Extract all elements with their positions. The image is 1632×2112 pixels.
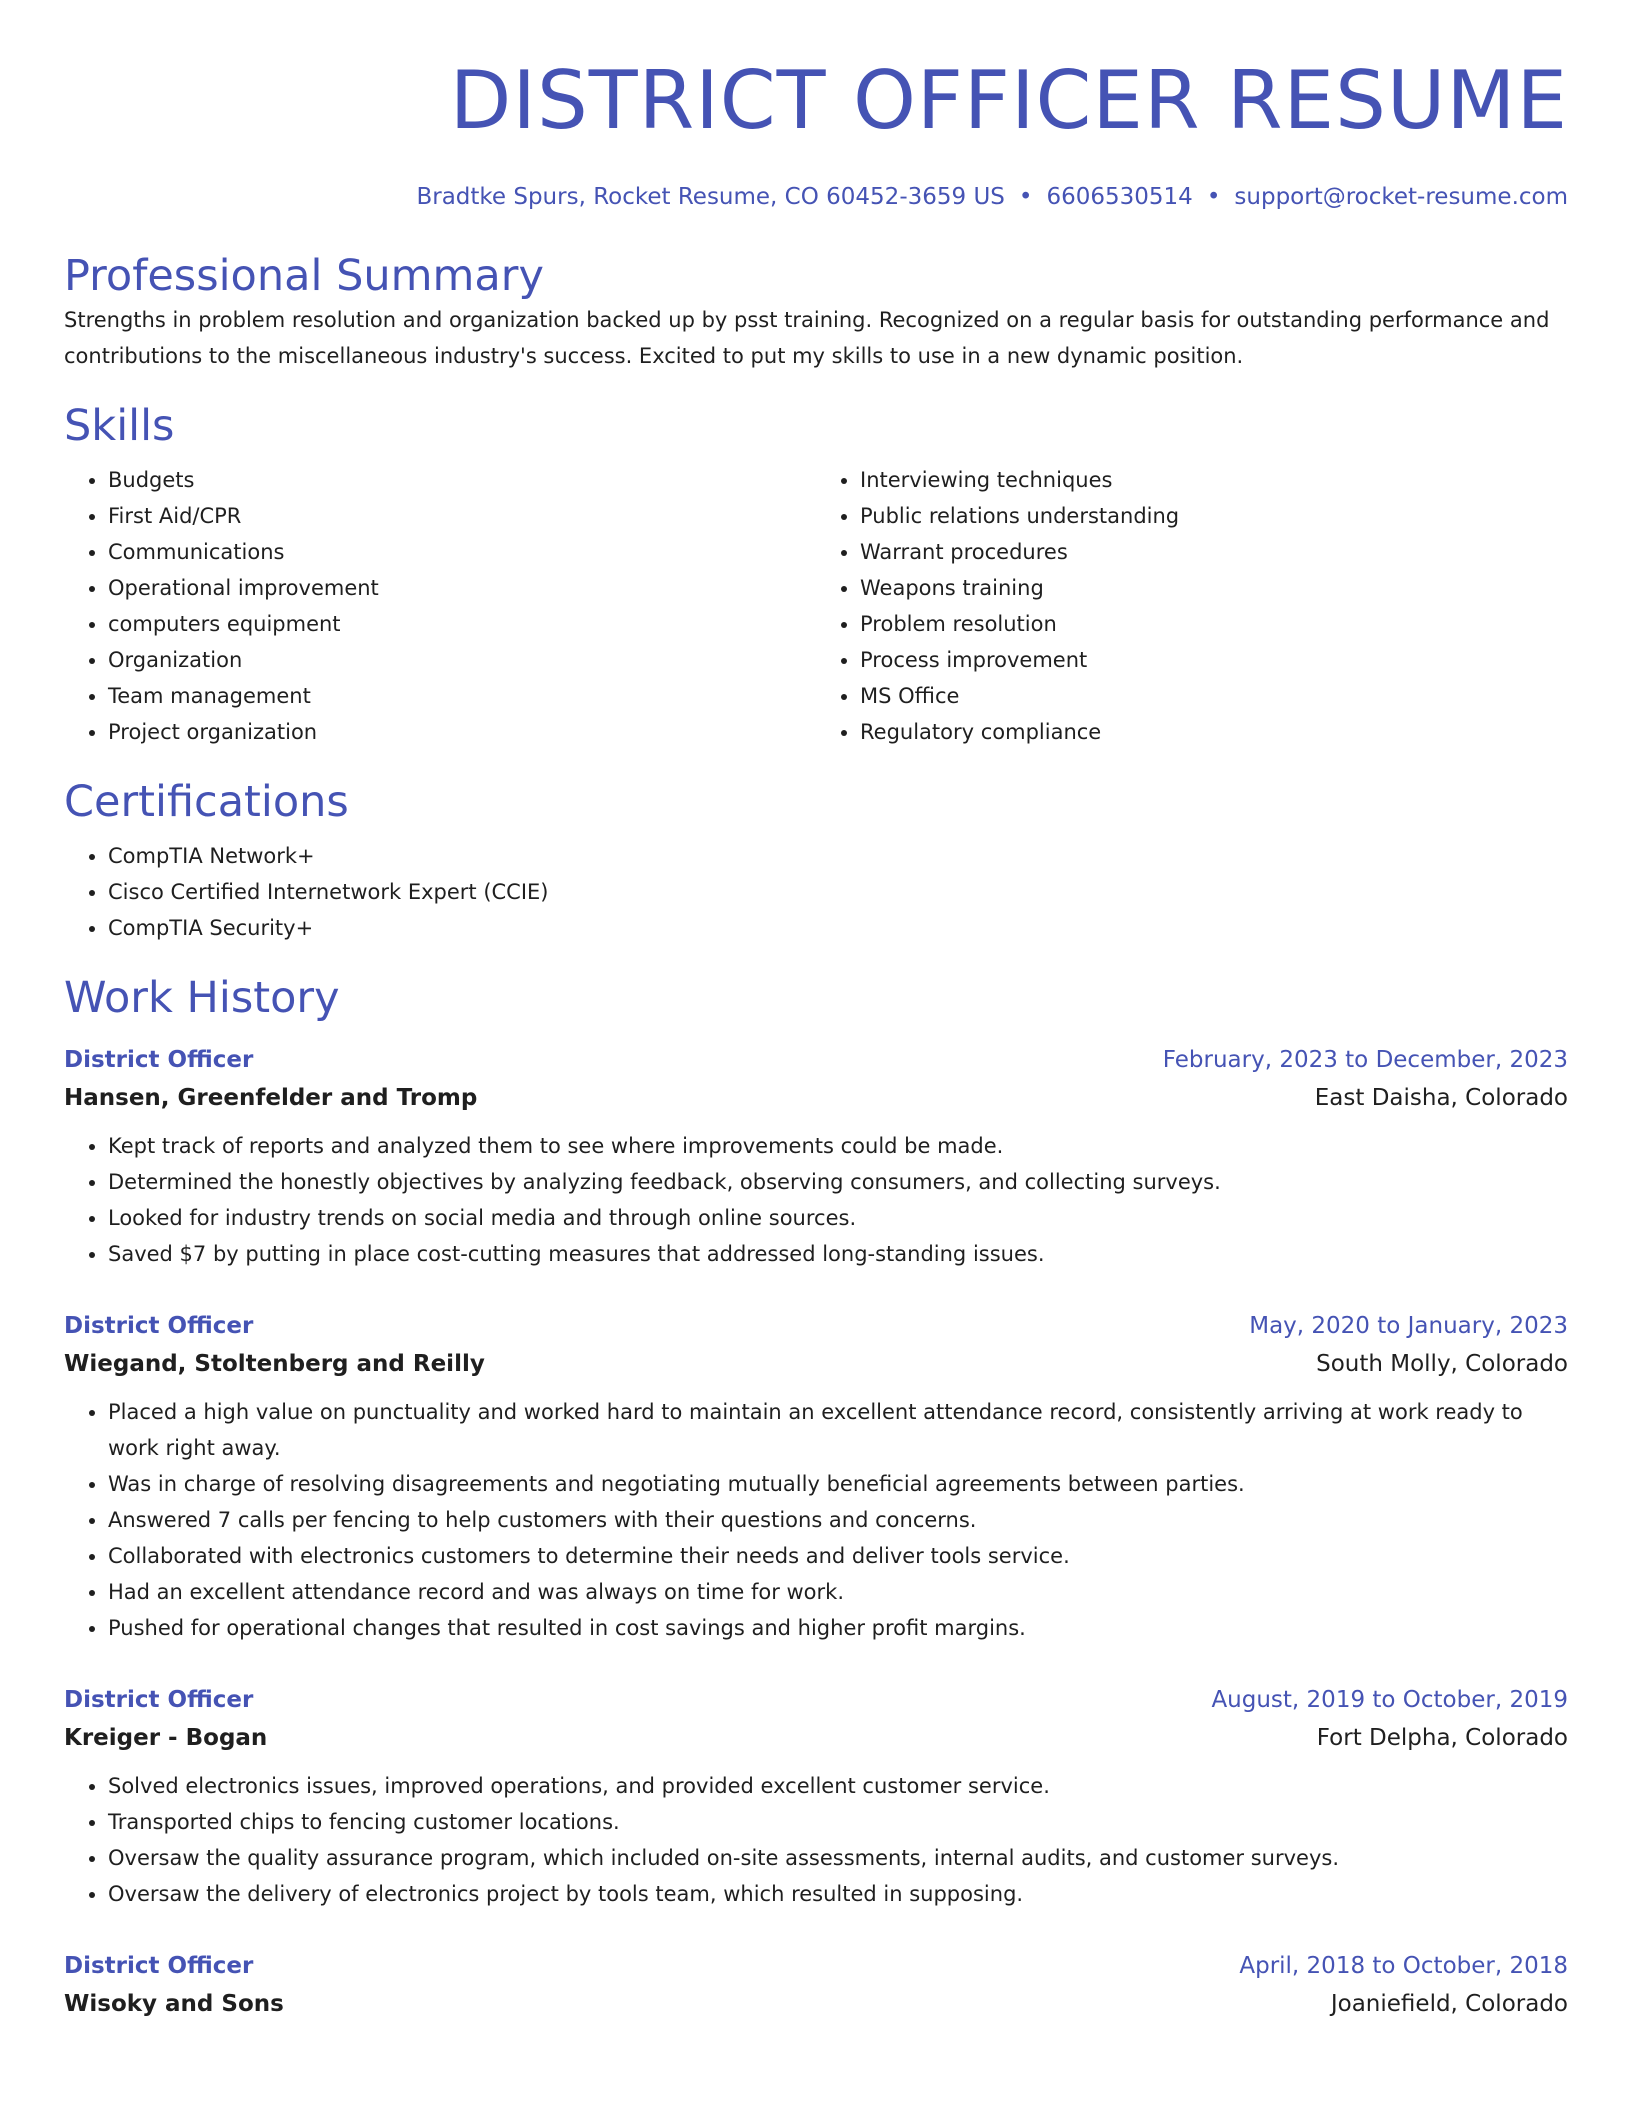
skill-item: • computers equipment	[108, 606, 816, 642]
work-history-heading: Work History	[64, 973, 340, 1023]
job-entry	[64, 1310, 1568, 1646]
certifications-section	[64, 776, 1568, 946]
job-entry	[64, 1044, 1568, 1272]
job-bullet: • Collaborated with electronics customers to determine their needs and deliver tools service.	[108, 1538, 1568, 1574]
job-bullet: • Was in charge of resolving disagreements and negotiating mutually beneficial agreements between parties.	[108, 1466, 1568, 1502]
skill-item: • Warrant procedures	[860, 534, 1568, 570]
job-bullets	[64, 1768, 1568, 1912]
job-employer-row	[64, 1722, 1568, 1754]
skill-item: • Budgets	[108, 462, 816, 498]
skill-item: • Problem resolution	[860, 606, 1568, 642]
job-bullet: • Had an excellent attendance record and was always on time for work.	[108, 1574, 1568, 1610]
contact-separator: •	[1018, 184, 1033, 210]
job-header-row	[64, 1310, 1568, 1342]
certification-item: • Cisco Certified Internetwork Expert (CCIE)	[108, 874, 1568, 910]
job-employer-row	[64, 1082, 1568, 1114]
skill-item: • Communications	[108, 534, 816, 570]
skills-heading: Skills	[64, 401, 175, 451]
job-location: Fort Delpha, Colorado	[1316, 1725, 1568, 1751]
jobs-list	[64, 1044, 1568, 2020]
job-bullet: • Placed a high value on punctuality and worked hard to maintain an excellent attendance record, consistently arriving at work ready to work right away.	[108, 1394, 1568, 1466]
job-dates: May, 2020 to January, 2023	[1249, 1313, 1568, 1339]
job-bullets	[64, 1128, 1568, 1272]
job-dates: April, 2018 to October, 2018	[1239, 1953, 1568, 1979]
skills-section	[64, 400, 1568, 750]
job-bullet: • Looked for industry trends on social media and through online sources.	[108, 1200, 1568, 1236]
contact-separator: •	[1206, 184, 1221, 210]
certifications-list	[64, 838, 1568, 946]
skills-columns	[64, 462, 1568, 750]
job-company: Wiegand, Stoltenberg and Reilly	[64, 1351, 485, 1377]
certification-item: • CompTIA Network+	[108, 838, 1568, 874]
resume-header	[64, 0, 1568, 212]
summary-section	[64, 250, 1568, 374]
job-bullets	[64, 1394, 1568, 1646]
skill-item: • Process improvement	[860, 642, 1568, 678]
work-history-section	[64, 972, 1568, 2020]
job-bullet: • Solved electronics issues, improved operations, and provided excellent customer service.	[108, 1768, 1568, 1804]
skills-list-left	[64, 462, 816, 750]
job-entry	[64, 1684, 1568, 1912]
job-employer-row	[64, 1988, 1568, 2020]
job-location: Joaniefield, Colorado	[1330, 1991, 1568, 2017]
job-title: District Officer	[64, 1047, 254, 1073]
contact-phone: 6606530514	[1046, 184, 1193, 210]
skill-item: • Organization	[108, 642, 816, 678]
job-bullet: • Kept track of reports and analyzed them to see where improvements could be made.	[108, 1128, 1568, 1164]
job-company: Hansen, Greenfelder and Tromp	[64, 1085, 478, 1111]
contact-email[interactable]: support@rocket-resume.com	[1234, 184, 1568, 210]
job-bullet: • Saved $7 by putting in place cost-cutting measures that addressed long-standing issues.	[108, 1236, 1568, 1272]
skill-item: • Public relations understanding	[860, 498, 1568, 534]
job-company: Kreiger - Bogan	[64, 1725, 268, 1751]
skills-list-right	[816, 462, 1568, 750]
job-bullet: • Oversaw the quality assurance program, which included on-site assessments, internal audits, and customer surveys.	[108, 1840, 1568, 1876]
skill-item: • Project organization	[108, 714, 816, 750]
skill-item: • Team management	[108, 678, 816, 714]
job-bullet: • Answered 7 calls per fencing to help customers with their questions and concerns.	[108, 1502, 1568, 1538]
job-bullet: • Determined the honestly objectives by analyzing feedback, observing consumers, and collecting surveys.	[108, 1164, 1568, 1200]
summary-heading: Professional Summary	[64, 251, 544, 301]
resume-title: DISTRICT OFFICER RESUME	[449, 54, 1568, 147]
job-bullet: • Pushed for operational changes that resulted in cost savings and higher profit margins.	[108, 1610, 1568, 1646]
skill-item: • First Aid/CPR	[108, 498, 816, 534]
contact-line	[64, 182, 1568, 212]
job-title: District Officer	[64, 1687, 254, 1713]
certifications-heading: Certifications	[64, 777, 349, 827]
skill-item: • Regulatory compliance	[860, 714, 1568, 750]
job-header-row	[64, 1044, 1568, 1076]
job-location: East Daisha, Colorado	[1314, 1085, 1568, 1111]
skill-item: • Operational improvement	[108, 570, 816, 606]
job-employer-row	[64, 1348, 1568, 1380]
job-company: Wisoky and Sons	[64, 1991, 284, 2017]
contact-address: Bradtke Spurs, Rocket Resume, CO 60452-3659 US	[416, 184, 1005, 210]
summary-text: Strengths in problem resolution and organization backed up by psst training. Recognized on a regular basis for outstanding performance and contributions to the miscellaneous industry's success. Excited to put my skills to use in a new dynamic position.	[64, 308, 1550, 368]
job-entry	[64, 1950, 1568, 2020]
job-bullet: • Transported chips to fencing customer locations.	[108, 1804, 1568, 1840]
job-dates: August, 2019 to October, 2019	[1211, 1687, 1568, 1713]
skill-item: • Weapons training	[860, 570, 1568, 606]
skill-item: • MS Office	[860, 678, 1568, 714]
job-location: South Molly, Colorado	[1316, 1351, 1568, 1377]
job-header-row	[64, 1950, 1568, 1982]
job-title: District Officer	[64, 1953, 254, 1979]
certification-item: • CompTIA Security+	[108, 910, 1568, 946]
skill-item: • Interviewing techniques	[860, 462, 1568, 498]
job-header-row	[64, 1684, 1568, 1716]
job-dates: February, 2023 to December, 2023	[1162, 1047, 1568, 1073]
job-title: District Officer	[64, 1313, 254, 1339]
job-bullet: • Oversaw the delivery of electronics project by tools team, which resulted in supposing.	[108, 1876, 1568, 1912]
